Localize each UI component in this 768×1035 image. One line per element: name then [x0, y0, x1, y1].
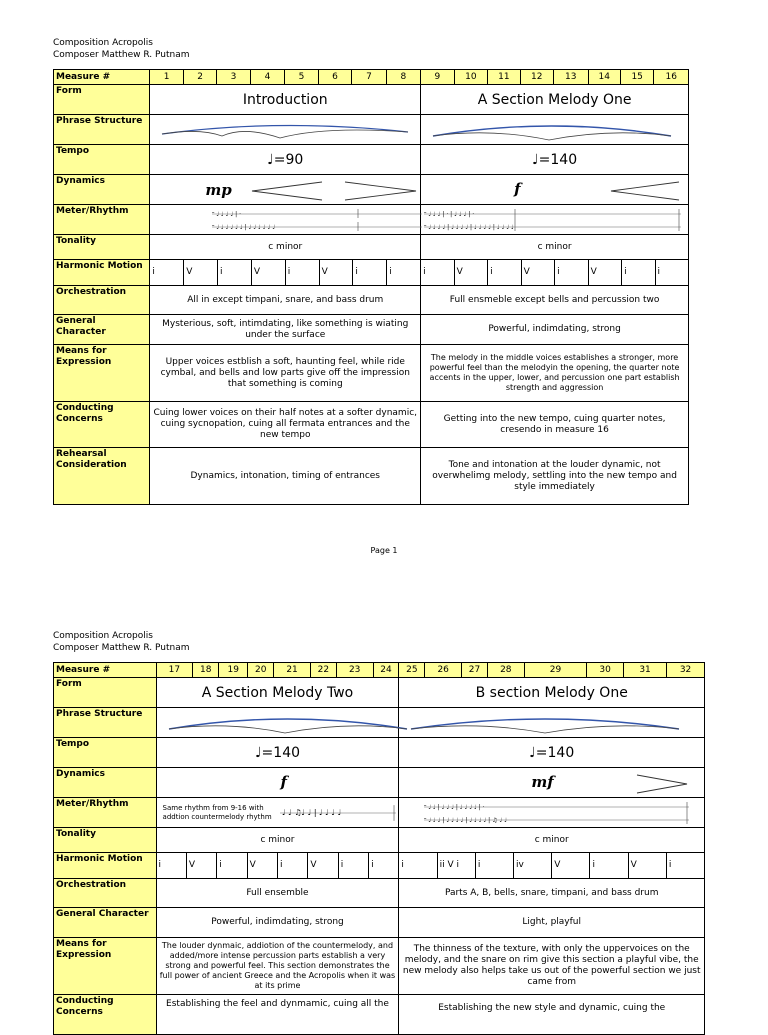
chord: V [455, 260, 488, 285]
measure-label: Measure # [54, 663, 157, 678]
measure-number: 20 [248, 663, 274, 678]
chord: i [668, 860, 672, 870]
measure-number: 32 [667, 663, 705, 678]
conducting-b: Establishing the new style and dynamic, cuing the [399, 995, 705, 1035]
score-table-page1 [53, 69, 689, 505]
chord: V [308, 853, 338, 878]
tonality-label: Tonality [54, 828, 157, 853]
composition-title: Composition Acropolis [53, 631, 153, 641]
page2-header [53, 630, 190, 654]
dynamic-mark: mp [205, 180, 232, 199]
harmonic-b [399, 853, 705, 879]
tonality-b: c minor [399, 828, 705, 853]
measure-number: 22 [310, 663, 336, 678]
measure-number: 10 [454, 70, 487, 85]
measure-number: 27 [462, 663, 488, 678]
conducting-label: Conducting Concerns [54, 995, 157, 1035]
rehearsal-intro: Dynamics, intonation, timing of entrances [150, 448, 421, 505]
general-label: General Character [54, 315, 150, 345]
harmonic-intro [150, 260, 421, 286]
measure-number: 31 [623, 663, 666, 678]
tonality-a: c minor [421, 235, 689, 260]
chord: i [421, 260, 454, 285]
measure-number: 13 [554, 70, 588, 85]
chord: V [184, 260, 218, 285]
measure-number: 9 [421, 70, 454, 85]
measure-number: 28 [487, 663, 524, 678]
rhythm-a2 [156, 798, 399, 828]
general-label: General Character [54, 908, 157, 938]
measure-number: 18 [193, 663, 219, 678]
general-a2: Powerful, indimdating, strong [156, 908, 399, 938]
orchestration-row [54, 879, 705, 908]
phrase-arcs-a [421, 115, 689, 145]
measure-number: 26 [425, 663, 462, 678]
measure-row [54, 663, 705, 678]
means-row [54, 345, 689, 402]
harmonic-a [421, 260, 689, 286]
means-label: Means for Expression [54, 938, 157, 995]
chord: i [217, 853, 247, 878]
chord: i [353, 260, 387, 285]
tempo-a2: ♩=140 [156, 738, 399, 768]
dynamics-label: Dynamics [54, 175, 150, 205]
chord: i [286, 260, 320, 285]
harmonic-label: Harmonic Motion [54, 260, 150, 286]
tonality-row [54, 828, 705, 853]
measure-number: 15 [620, 70, 653, 85]
chord: i [371, 860, 374, 870]
phrase-row [54, 708, 705, 738]
measure-number: 19 [219, 663, 248, 678]
meter-row [54, 798, 705, 828]
measure-number: 25 [399, 663, 425, 678]
rehearsal-a: Tone and intonation at the louder dynamic, not overwhelimg melody, settling into the new tempo and style immediately [421, 448, 689, 505]
rehearsal-label: Rehearsal Consideration [54, 448, 150, 505]
meter-note: Same rhythm from 9-16 with addtion countermelody rhythm [162, 803, 272, 821]
dynamics-a [421, 175, 689, 205]
rhythm-a [421, 205, 689, 235]
tonality-label: Tonality [54, 235, 150, 260]
chord: i [278, 853, 308, 878]
harmonic-row [54, 853, 705, 879]
measure-number: 12 [520, 70, 553, 85]
measure-number: 16 [654, 70, 689, 85]
measure-number: 7 [352, 70, 386, 85]
measure-number: 5 [285, 70, 318, 85]
composer-name: Composer Matthew R. Putnam [53, 643, 190, 653]
form-row [54, 678, 705, 708]
means-label: Means for Expression [54, 345, 150, 402]
composition-title: Composition Acropolis [53, 38, 153, 48]
chord: V [522, 260, 555, 285]
dynamic-mark: mf [531, 772, 554, 791]
orchestration-a: Full ensmeble except bells and percussion two [421, 286, 689, 315]
chord: V [589, 260, 622, 285]
rehearsal-row [54, 448, 689, 505]
score-table-page2 [53, 662, 705, 1035]
dynamics-b [399, 768, 705, 798]
chord: V [320, 260, 354, 285]
measure-number: 29 [524, 663, 587, 678]
chord: i [622, 260, 655, 285]
svg-text:𝄻 ♩ ♩ ♩ ♩ | ♩ ♩ ♩ ♩ | ♩ ♩ ♩ ♩: 𝄻 ♩ ♩ ♩ ♩ | ♩ ♩ ♩ ♩ | ♩ ♩ ♩ ♩ | ♩ ♩ ♩ ♩ [424, 223, 515, 231]
meter-row [54, 205, 689, 235]
chord: i [555, 260, 588, 285]
chord: V [252, 260, 286, 285]
tempo-intro: ♩=90 [150, 145, 421, 175]
measure-number: 2 [183, 70, 216, 85]
rhythm-b [399, 798, 705, 828]
means-row [54, 938, 705, 995]
orchestration-b: Parts A, B, bells, snare, timpani, and bass drum [399, 879, 705, 908]
general-b: Light, playful [399, 908, 705, 938]
dynamics-a2 [156, 768, 399, 798]
chord: V [552, 853, 590, 878]
phrase-row [54, 115, 689, 145]
means-a: The melody in the middle voices establishes a stronger, more powerful feel than the melodyin the opening, the quarter note accents in the upper, lower, and percussion one part establish strength and aggression [421, 345, 689, 402]
measure-number: 4 [250, 70, 284, 85]
svg-text:𝄻 ♩ ♩ ♩ | · | ♩ ♩ ♩ | ·: 𝄻 ♩ ♩ ♩ | · | ♩ ♩ ♩ | · [424, 210, 475, 218]
measure-number: 14 [588, 70, 620, 85]
tempo-row [54, 738, 705, 768]
orchestration-label: Orchestration [54, 286, 150, 315]
general-row [54, 315, 689, 345]
general-intro: Mysterious, soft, intimdating, like something is wiating under the surface [150, 315, 421, 345]
conducting-row [54, 995, 705, 1035]
chord: V [187, 853, 217, 878]
composer-name: Composer Matthew R. Putnam [53, 50, 190, 60]
phrase-arcs-a2 [156, 708, 399, 738]
tonality-row [54, 235, 689, 260]
general-a: Powerful, indimdating, strong [421, 315, 689, 345]
phrase-label: Phrase Structure [54, 708, 157, 738]
orchestration-a2: Full ensemble [156, 879, 399, 908]
chord: i [476, 853, 514, 878]
conducting-intro: Cuing lower voices on their half notes at a softer dynamic, cuing sycnopation, cuing all fermata entrances and the new tempo [150, 402, 421, 448]
measure-number: 11 [488, 70, 520, 85]
measure-number: 23 [336, 663, 373, 678]
svg-text:𝄻 ♩ ♩ | ♩ ♩ ♩ | ♩ ♩ ♩ ♩ |: 𝄻 ♩ ♩ | ♩ ♩ ♩ | ♩ ♩ ♩ ♩ | · [424, 803, 485, 811]
chord: i [339, 853, 369, 878]
tempo-label: Tempo [54, 145, 150, 175]
meter-label: Meter/Rhythm [54, 798, 157, 828]
dynamics-label: Dynamics [54, 768, 157, 798]
phrase-arcs-b [399, 708, 705, 738]
chord: i [399, 853, 437, 878]
form-intro: Introduction [150, 85, 421, 115]
means-b: The thinness of the texture, with only the uppervoices on the melody, and the snare on rim give this section a playful vibe, the new melody also helps take us out of the powerful section we just came from [399, 938, 705, 995]
chord: V [629, 853, 667, 878]
dynamic-mark: f [280, 772, 287, 791]
general-row [54, 908, 705, 938]
phrase-label: Phrase Structure [54, 115, 150, 145]
chord: ii V i [438, 853, 476, 878]
svg-text:♩ ♩ ♫♩ ♩ | ♩ ♩ ♩ ♩: ♩ ♩ ♫♩ ♩ | ♩ ♩ ♩ ♩ [282, 807, 342, 817]
measure-number: 3 [217, 70, 250, 85]
tonality-a2: c minor [156, 828, 399, 853]
chord: i [157, 853, 187, 878]
orchestration-row [54, 286, 689, 315]
measure-number: 21 [274, 663, 311, 678]
page1-header [53, 37, 190, 61]
chord: i [657, 267, 661, 277]
measure-row [54, 70, 689, 85]
orchestration-label: Orchestration [54, 879, 157, 908]
tonality-intro: c minor [150, 235, 421, 260]
form-row [54, 85, 689, 115]
harmonic-label: Harmonic Motion [54, 853, 157, 879]
conducting-row [54, 402, 689, 448]
chord: i [150, 260, 184, 285]
conducting-a2: Establishing the feel and dynmamic, cuing all the [156, 995, 399, 1035]
phrase-arcs-intro [150, 115, 421, 145]
measure-number: 17 [156, 663, 193, 678]
svg-text:𝄻 ♩ ♩ ♩ ♩ ♩ ♩ | ♩ ♩ ♩ ♩ ♩ ♩: 𝄻 ♩ ♩ ♩ ♩ ♩ ♩ | ♩ ♩ ♩ ♩ ♩ ♩ [212, 223, 276, 231]
dynamics-intro [150, 175, 421, 205]
chord: i [488, 260, 521, 285]
chord: V [248, 853, 278, 878]
form-label: Form [54, 85, 150, 115]
orchestration-intro: All in except timpani, snare, and bass drum [150, 286, 421, 315]
conducting-label: Conducting Concerns [54, 402, 150, 448]
dynamics-row [54, 768, 705, 798]
measure-number: 24 [373, 663, 399, 678]
tempo-label: Tempo [54, 738, 157, 768]
conducting-a: Getting into the new tempo, cuing quarter notes, cresendo in measure 16 [421, 402, 689, 448]
measure-label: Measure # [54, 70, 150, 85]
svg-text:𝄻 ♩ ♩ ♩ ♩ | ·: 𝄻 ♩ ♩ ♩ ♩ | · [212, 210, 242, 218]
tempo-b: ♩=140 [399, 738, 705, 768]
rhythm-intro [150, 205, 421, 235]
dynamic-mark: f [514, 179, 521, 198]
chord: iv [514, 853, 552, 878]
chord: i [218, 260, 252, 285]
measure-number: 8 [386, 70, 420, 85]
meter-label: Meter/Rhythm [54, 205, 150, 235]
tempo-a: ♩=140 [421, 145, 689, 175]
page-number: Page 1 [370, 546, 398, 555]
svg-text:𝄻 ♩ ♩ ♩ | ♩ ♩ ♩ ♩ | ♩ ♩ ♩ ♩ |: 𝄻 ♩ ♩ ♩ | ♩ ♩ ♩ ♩ | ♩ ♩ ♩ ♩ | ♫ ♩ ♩ [424, 816, 508, 824]
tempo-row [54, 145, 689, 175]
measure-number: 30 [587, 663, 624, 678]
form-label: Form [54, 678, 157, 708]
form-a-section: A Section Melody One [421, 85, 689, 115]
chord: i [389, 267, 392, 277]
dynamics-row [54, 175, 689, 205]
measure-number: 1 [150, 70, 183, 85]
measure-number: 6 [318, 70, 351, 85]
harmonic-row [54, 260, 689, 286]
chord: i [590, 853, 628, 878]
means-intro: Upper voices estblish a soft, haunting feel, while ride cymbal, and bells and low parts give off the impression that something is coming [150, 345, 421, 402]
form-a2: A Section Melody Two [156, 678, 399, 708]
means-a2: The louder dynmaic, addiotion of the countermelody, and added/more intense percussion parts establish a very strong and powerful feel. This section demonstrates the full power of ancient Greece and the Acropolis when it was at its prime [156, 938, 399, 995]
form-b: B section Melody One [399, 678, 705, 708]
harmonic-a2 [156, 853, 399, 879]
